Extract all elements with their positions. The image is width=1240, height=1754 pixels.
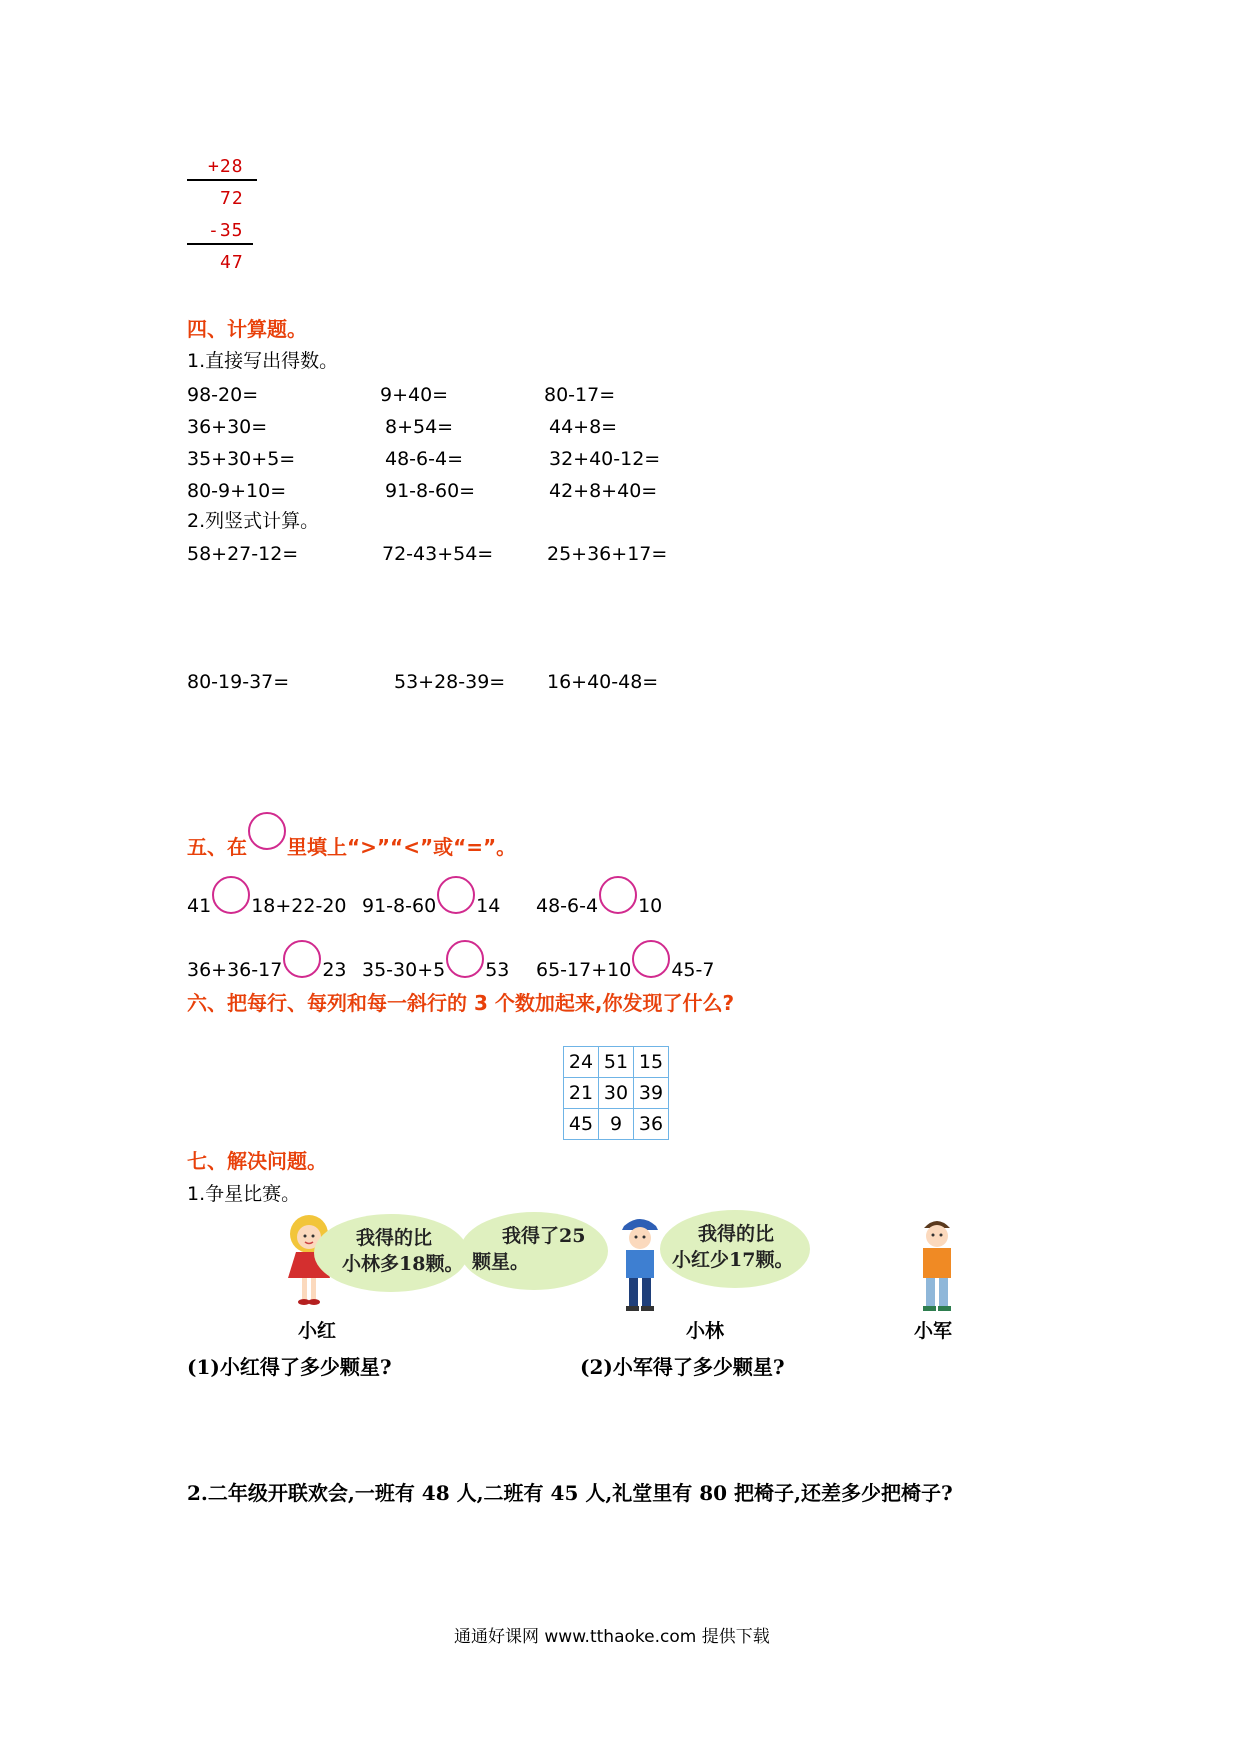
grid-cell: 45 [564,1109,599,1140]
subheading-direct-answers: 1.直接写出得数。 [187,350,339,372]
character-name: 小红 [298,1320,337,1342]
problem: 32+40-12= [549,448,661,470]
compare-item: 36+36-17 23 [187,940,347,982]
grid-cell: 36 [634,1109,669,1140]
vertical-problem: 16+40-48= [547,671,659,693]
word-problem-2: 2.二年级开联欢会,一班有 48 人,二班有 45 人,礼堂里有 80 把椅子,还差多少把椅子? [187,1481,953,1505]
grid-cell: 39 [634,1078,669,1109]
section-heading-6: 六、把每行、每列和每一斜行的 3 个数加起来,你发现了什么? [187,991,735,1015]
compare-circle-input[interactable] [283,940,321,978]
grid-cell: 51 [599,1047,634,1078]
heading-suffix: 里填上“>”“<”或“=”。 [287,835,517,859]
compare-circle-input[interactable] [599,876,637,914]
compare-item: 48-6-4 10 [536,876,662,918]
compare-item: 41 18+22-20 [187,876,347,918]
compare-circle-input[interactable] [446,940,484,978]
boy-xiaolin-icon [612,1212,668,1316]
star-contest-illustration [270,1210,970,1330]
grid-cell: 9 [599,1109,634,1140]
heading-prefix: 五、在 [187,835,247,859]
vertical-calc-line-1: +28 [208,156,244,177]
bubble-text: 我得的比 [356,1227,433,1249]
vertical-problem: 72-43+54= [382,543,494,565]
problem: 91-8-60= [385,480,476,502]
grid-cell: 24 [564,1047,599,1078]
vertical-problem: 53+28-39= [394,671,506,693]
grid-cell: 15 [634,1047,669,1078]
character-name: 小军 [914,1320,953,1342]
subheading-vertical-calc: 2.列竖式计算。 [187,510,320,532]
bubble-text: 颗星。 [472,1251,530,1273]
bubble-text: 小红少17颗。 [672,1249,794,1271]
vertical-calc-line-2: 72 [220,188,244,209]
grid-cell: 30 [599,1078,634,1109]
problem: 44+8= [549,416,618,438]
compare-item: 35-30+5 53 [362,940,509,982]
page-footer: 通通好课网 www.tthaoke.com 提供下载 [454,1627,770,1647]
vertical-calc-line-3: -35 [208,220,244,241]
bubble-text: 我得了25 [502,1225,586,1247]
magic-square-grid [563,1046,669,1140]
problem: 80-9+10= [187,480,287,502]
bubble-text: 小林多18颗。 [342,1253,464,1275]
character-name: 小林 [686,1320,725,1342]
problem: 36+30= [187,416,268,438]
section-heading-4: 四、计算题。 [187,317,307,341]
compare-item: 65-17+10 45-7 [536,940,714,982]
problem: 98-20= [187,384,259,406]
compare-circle-input[interactable] [212,876,250,914]
problem: 48-6-4= [385,448,463,470]
compare-circle-input[interactable] [632,940,670,978]
compare-circle-input[interactable] [437,876,475,914]
divider-line [187,179,257,181]
circle-blank-icon [248,812,286,850]
section-heading-7: 七、解决问题。 [187,1149,327,1173]
grid-cell: 21 [564,1078,599,1109]
boy-xiaojun-icon [910,1212,964,1316]
vertical-problem: 58+27-12= [187,543,299,565]
problem: 35+30+5= [187,448,296,470]
problem: 8+54= [385,416,454,438]
compare-item: 91-8-60 14 [362,876,500,918]
problem: 42+8+40= [549,480,658,502]
question-2: (2)小军得了多少颗星? [580,1355,785,1379]
subheading-star-contest: 1.争星比赛。 [187,1183,301,1205]
section-heading-5 [187,812,516,860]
vertical-calc-line-4: 47 [220,252,244,273]
problem: 9+40= [380,384,449,406]
vertical-problem: 80-19-37= [187,671,290,693]
vertical-problem: 25+36+17= [547,543,668,565]
bubble-text: 我得的比 [698,1223,775,1245]
divider-line [187,243,253,245]
question-1: (1)小红得了多少颗星? [187,1355,392,1379]
problem: 80-17= [544,384,616,406]
